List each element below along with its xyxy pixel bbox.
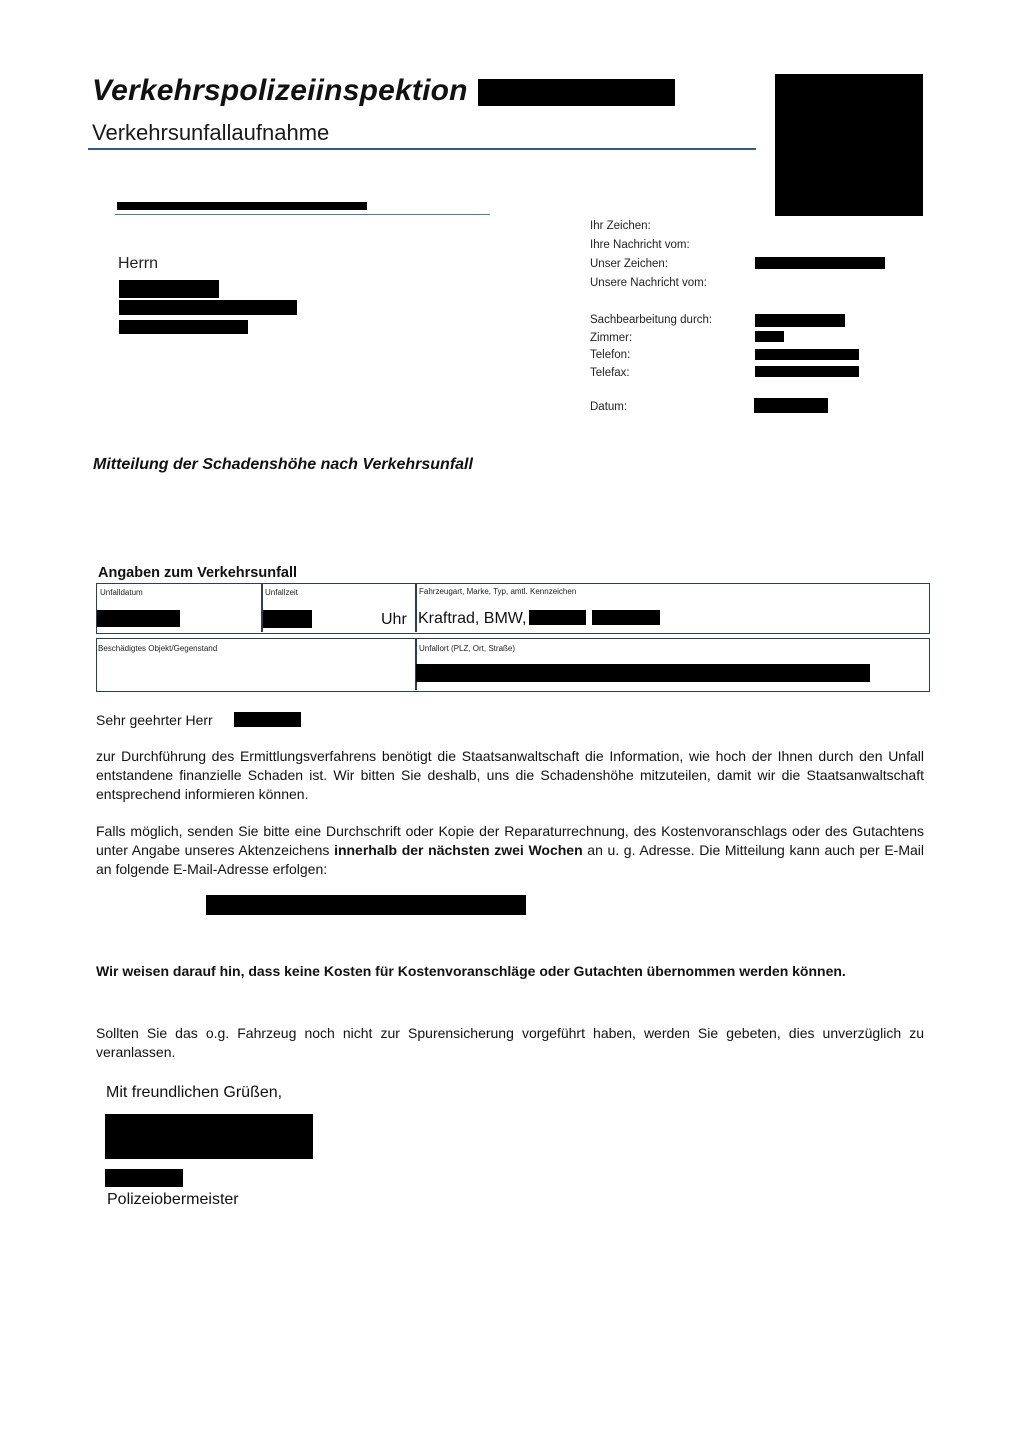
label-fahrzeug: Fahrzeugart, Marke, Typ, amtl. Kennzeichen — [419, 587, 577, 596]
cell-divider — [415, 584, 417, 632]
accident-details-heading: Angaben zum Verkehrsunfall — [98, 565, 298, 581]
label-unfallzeit: Unfallzeit — [265, 588, 298, 597]
redacted-telefon — [755, 349, 859, 360]
redacted-logo — [775, 74, 923, 216]
deadline-emphasis: innerhalb der nächsten zwei Wochen — [334, 842, 583, 858]
sender-divider — [115, 214, 490, 215]
paragraph-2-text: Falls möglich, senden Sie bitte eine Durchschrift oder Kopie der Reparaturrechnung, des Kostenvoranschlags oder des Gutachtens unter Angabe unseres Aktenzeichens — [96, 823, 924, 858]
officer-rank: Polizeiobermeister — [107, 1191, 239, 1208]
redacted-telefax — [755, 366, 859, 377]
redacted-signature — [105, 1114, 313, 1159]
label-unfalldatum: Unfalldatum — [100, 588, 143, 597]
label-unsere-nachricht-vom: Unsere Nachricht vom: — [590, 277, 707, 289]
redacted-license-plate — [592, 610, 660, 625]
redacted-officer-name — [105, 1169, 183, 1187]
uhr-suffix: Uhr — [381, 611, 407, 628]
cost-notice: Wir weisen darauf hin, dass keine Kosten für Kostenvoranschläge oder Gutachten übernommen werden können. — [96, 963, 846, 979]
label-ihre-nachricht-vom: Ihre Nachricht vom: — [590, 239, 690, 251]
authority-title: Verkehrspolizeiinspektion — [92, 74, 468, 107]
paragraph-1: zur Durchführung des Ermittlungsverfahrens benötigt die Staatsanwaltschaft die Information, wie hoch der Ihnen durch den Unfall entstandene finanzielle Schaden ist. Wir bitten Sie deshalb, uns die Schadenshöhe mitzuteilen, damit wir die Staatsanwaltschaft entsprechend informieren können. — [96, 748, 924, 802]
department-subtitle: Verkehrsunfallaufnahme — [92, 120, 330, 145]
paragraph-2 — [96, 822, 924, 879]
redacted-sachbearbeiter — [755, 314, 845, 327]
label-ihr-zeichen: Ihr Zeichen: — [590, 220, 651, 232]
fahrzeug-value: Kraftrad, BMW, — [418, 610, 527, 627]
redacted-recipient-city — [119, 320, 248, 334]
label-sachbearbeitung: Sachbearbeitung durch: — [590, 314, 713, 326]
redacted-unfallort — [416, 664, 870, 682]
accident-row-1 — [96, 583, 930, 634]
redacted-recipient-lastname — [234, 712, 301, 727]
letter-subject: Mitteilung der Schadenshöhe nach Verkehrsunfall — [93, 456, 473, 473]
redacted-unser-zeichen — [755, 257, 885, 269]
redacted-recipient-street — [119, 300, 297, 315]
closing-regards: Mit freundlichen Grüßen, — [106, 1084, 283, 1101]
paragraph-2-text-cont: an u. g. Adresse. Die Mitteilung kann auch per E-Mail an folgende E-Mail-Adresse erfolgen: — [96, 842, 924, 877]
redacted-email-address — [206, 895, 526, 915]
redacted-unfalldatum — [97, 610, 180, 627]
recipient-salutation: Herrn — [118, 255, 159, 272]
redacted-recipient-name — [119, 280, 219, 298]
label-zimmer: Zimmer: — [590, 332, 633, 344]
greeting: Sehr geehrter Herr — [96, 712, 213, 728]
redacted-sender-address — [117, 202, 367, 210]
redacted-vehicle-type — [529, 610, 586, 625]
label-telefon: Telefon: — [590, 349, 631, 361]
redacted-authority-location — [478, 79, 675, 106]
redacted-datum — [754, 398, 828, 413]
paragraph-3: Sollten Sie das o.g. Fahrzeug noch nicht zur Spurensicherung vorgeführt haben, werden Sie gebeten, dies unverzüglich zu veranlassen. — [96, 1025, 924, 1060]
letterhead-divider — [88, 148, 756, 150]
redacted-unfallzeit — [263, 610, 312, 628]
label-telefax: Telefax: — [590, 367, 630, 379]
label-datum: Datum: — [590, 401, 628, 413]
label-unser-zeichen: Unser Zeichen: — [590, 258, 668, 270]
label-beschaedigtes-objekt: Beschädigtes Objekt/Gegenstand — [98, 644, 218, 653]
redacted-zimmer — [755, 331, 784, 342]
label-unfallort: Unfallort (PLZ, Ort, Straße) — [419, 644, 516, 653]
